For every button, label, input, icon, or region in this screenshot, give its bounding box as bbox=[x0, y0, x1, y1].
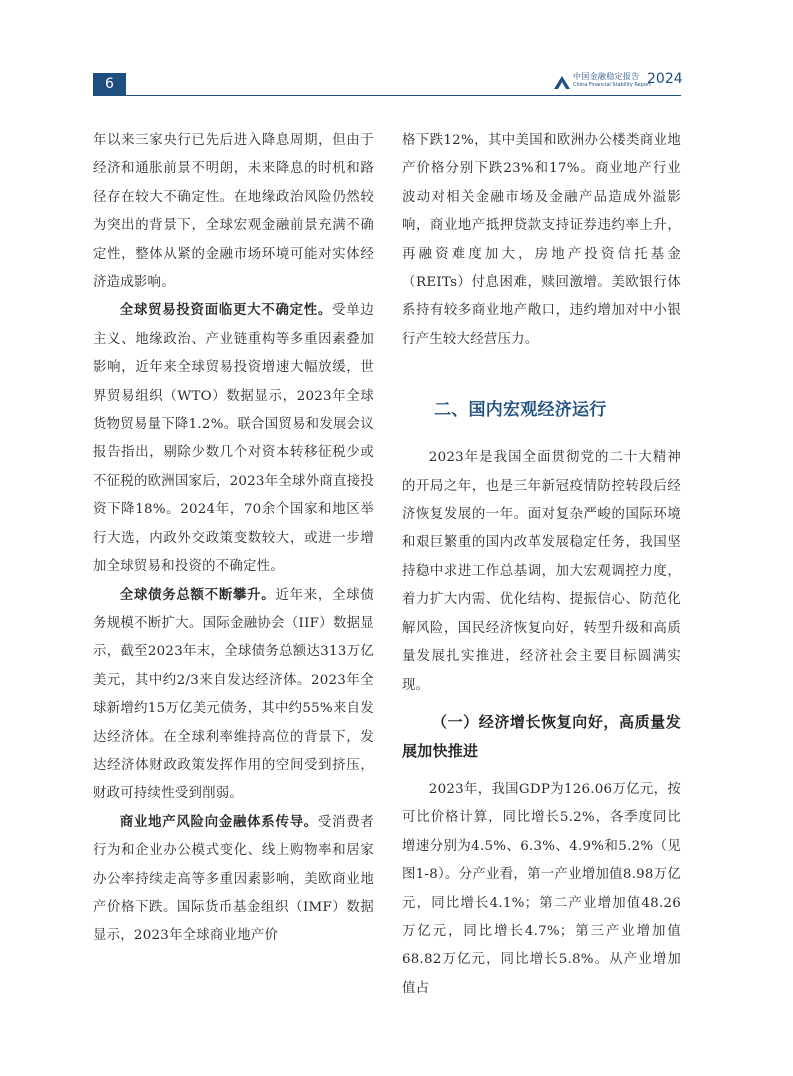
paragraph: 格下跌12%，其中美国和欧洲办公楼类商业地产价格分别下跌23%和17%。商业地产行业波动对相关金融市场及金融产品造成外溢影响，商业地产抵押贷款支持证券违约率上升，再融资难度加大，房地产投资信托基金（REITs）付息困难，赎回激增。美欧银行体系持有较多商业地产敞口，违约增加对中小银行产生较大经营压力。 bbox=[402, 133, 681, 347]
report-logo bbox=[553, 70, 681, 94]
subsection-title: （一）经济增长恢复向好，高质量发展加快推进 bbox=[402, 712, 681, 760]
paragraph: 2023年是我国全面贯彻党的二十大精神的开局之年，也是三年新冠疫情防控转段后经济恢复发展的一年。面对复杂严峻的国际环境和艰巨繁重的国内改革发展稳定任务，我国坚持稳中求进工作总基调，加大宏观调控力度，着力扩大内需、优化结构、提振信心、防范化解风险，国民经济恢复向好，转型升级和高质量发展扎实推进，经济社会主要目标圆满实现。 bbox=[402, 450, 681, 693]
paragraph-body: 近年来，全球债务规模不断扩大。国际金融协会（IIF）数据显示，截至2023年末，全球债务总额达313万亿美元，其中约2/3来自发达经济体。2023年全球新增约15万亿美元债务，其中约55%来自发达经济体。在全球利率维持高位的背景下，发达经济体财政政策发挥作用的空间受到挤压，财政可持续性受到削弱。 bbox=[93, 587, 375, 802]
paragraph-body: 受消费者行为和企业办公模式变化、线上购物率和居家办公率持续走高等多重因素影响，美欧商业地产价格下跌。国际货币基金组织（IMF）数据显示，2023年全球商业地产价 bbox=[93, 814, 374, 944]
right-column bbox=[402, 127, 681, 1003]
paragraph-lead: 全球贸易投资面临更大不确定性。 bbox=[119, 303, 333, 319]
paragraph: 年以来三家央行已先后进入降息周期，但由于经济和通胀前景不明朗，未来降息的时机和路径存在较大不确定性。在地缘政治风险仍然较为突出的背景下，全球宏观金融前景充满不确定性，整体从紧的金融市场环境可能对实体经济造成影响。 bbox=[93, 133, 374, 291]
logo-title-en: China Financial Stability Report bbox=[573, 82, 651, 88]
section-title: 二、国内宏观经济运行 bbox=[434, 400, 607, 421]
header-rule bbox=[93, 95, 681, 96]
logo-mountain-icon bbox=[553, 74, 571, 90]
paragraph bbox=[93, 582, 374, 809]
paragraph-body: 受单边主义、地缘政治、产业链重构等多重因素叠加影响，近年来全球贸易投资增速大幅放缓，世界贸易组织（WTO）数据显示，2023年全球货物贸易量下降1.2%。联合国贸易和发展会议报告指出，剔除少数几个对资本转移征税少或不征税的欧洲国家后，2023年全球外商直接投资下降18%。2024年，70余个国家和地区举行大选，内政外交政策变数较大，或进一步增加全球贸易和投资的不确定性。 bbox=[93, 303, 375, 575]
page-number: 6 bbox=[93, 73, 126, 96]
paragraph bbox=[93, 297, 374, 581]
paragraph: 2023年，我国GDP为126.06万亿元，按可比价格计算，同比增长5.2%，各季度同比增速分别为4.5%、6.3%、4.9%和5.2%（见图1-8）。分产业看，第一产业增加值8.98万亿元，同比增长4.1%；第二产业增加值48.26万亿元，同比增长4.7%；第三产业增加值68.82万亿元，同比增长5.8%。从产业增加值占 bbox=[402, 781, 681, 996]
paragraph bbox=[93, 809, 374, 951]
logo-title-cn: 中国金融稳定报告 bbox=[573, 72, 640, 81]
paragraph-lead: 商业地产风险向金融体系传导。 bbox=[119, 814, 318, 830]
paragraph-lead: 全球债务总额不断攀升。 bbox=[119, 587, 276, 603]
logo-year: 2024 bbox=[647, 71, 683, 87]
left-column bbox=[93, 127, 374, 951]
